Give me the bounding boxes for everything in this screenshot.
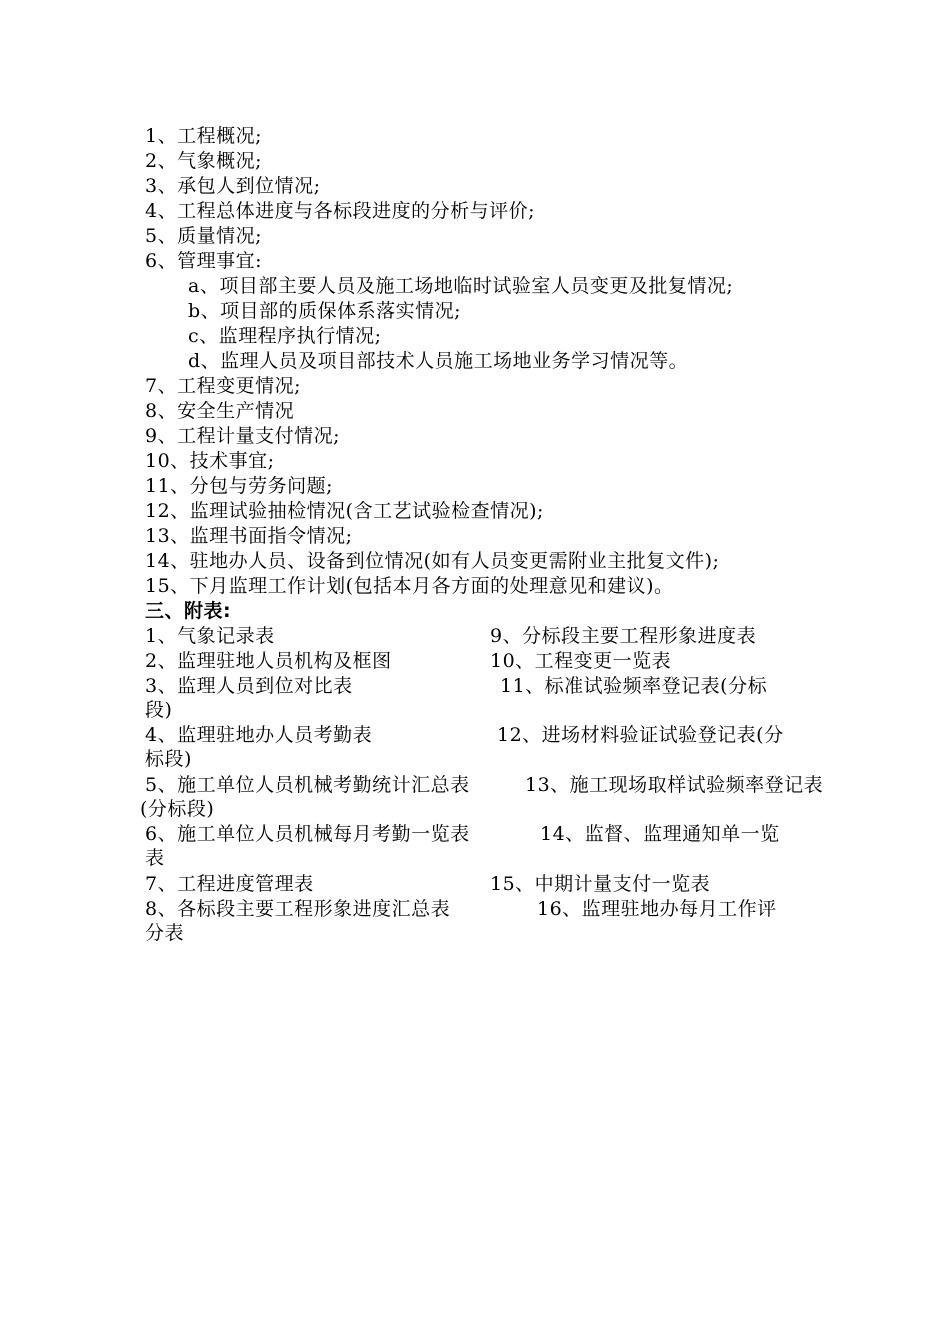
appendix-item: 13、施工现场取样试验频率登记表 bbox=[525, 774, 824, 796]
appendix-item: 9、分标段主要工程形象进度表 bbox=[490, 625, 757, 647]
list-item: 4、工程总体进度与各标段进度的分析与评价; bbox=[145, 200, 535, 222]
list-item: 10、技术事宜; bbox=[145, 450, 275, 472]
list-item: 7、工程变更情况; bbox=[145, 375, 301, 397]
appendix-item: 15、中期计量支付一览表 bbox=[490, 873, 711, 895]
appendix-item: 3、监理人员到位对比表 bbox=[145, 675, 353, 697]
list-item: 11、分包与劳务问题; bbox=[145, 475, 334, 497]
sub-list-item: b、项目部的质保体系落实情况; bbox=[188, 300, 462, 322]
list-item: 1、工程概况; bbox=[145, 125, 262, 147]
list-item: 3、承包人到位情况; bbox=[145, 175, 321, 197]
sub-list-item: d、监理人员及项目部技术人员施工场地业务学习情况等。 bbox=[188, 350, 689, 372]
list-item: 15、下月监理工作计划(包括本月各方面的处理意见和建议)。 bbox=[145, 575, 674, 597]
sub-list-item: a、项目部主要人员及施工场地临时试验室人员变更及批复情况; bbox=[188, 275, 734, 297]
appendix-item-continuation: 表 bbox=[145, 847, 165, 869]
list-item: 8、安全生产情况 bbox=[145, 400, 295, 422]
appendix-item: 11、标准试验频率登记表(分标 bbox=[500, 675, 768, 697]
appendix-item-continuation: 标段) bbox=[145, 748, 192, 770]
list-item: 13、监理书面指令情况; bbox=[145, 525, 353, 547]
appendix-item: 4、监理驻地办人员考勤表 bbox=[145, 724, 373, 746]
list-item: 12、监理试验抽检情况(含工艺试验检查情况); bbox=[145, 500, 544, 522]
list-item: 9、工程计量支付情况; bbox=[145, 425, 340, 447]
appendix-item: 2、监理驻地人员机构及框图 bbox=[145, 650, 392, 672]
sub-list-item: c、监理程序执行情况; bbox=[188, 325, 382, 347]
section-heading: 三、附表: bbox=[145, 600, 232, 622]
appendix-item: 14、监督、监理通知单一览 bbox=[540, 823, 780, 845]
list-item: 5、质量情况; bbox=[145, 225, 262, 247]
list-item: 6、管理事宜: bbox=[145, 250, 262, 272]
list-item: 2、气象概况; bbox=[145, 150, 262, 172]
appendix-item-continuation: (分标段) bbox=[140, 798, 215, 820]
appendix-item: 7、工程进度管理表 bbox=[145, 873, 314, 895]
list-item: 14、驻地办人员、设备到位情况(如有人员变更需附业主批复文件); bbox=[145, 550, 720, 572]
appendix-item: 5、施工单位人员机械考勤统计汇总表 bbox=[145, 774, 470, 796]
appendix-item-continuation: 段) bbox=[145, 699, 173, 721]
appendix-item-continuation: 分表 bbox=[145, 922, 185, 944]
appendix-item: 16、监理驻地办每月工作评 bbox=[537, 898, 777, 920]
appendix-item: 12、进场材料验证试验登记表(分 bbox=[497, 724, 784, 746]
appendix-item: 1、气象记录表 bbox=[145, 625, 275, 647]
appendix-item: 8、各标段主要工程形象进度汇总表 bbox=[145, 898, 451, 920]
appendix-item: 10、工程变更一览表 bbox=[490, 650, 672, 672]
appendix-item: 6、施工单位人员机械每月考勤一览表 bbox=[145, 823, 470, 845]
